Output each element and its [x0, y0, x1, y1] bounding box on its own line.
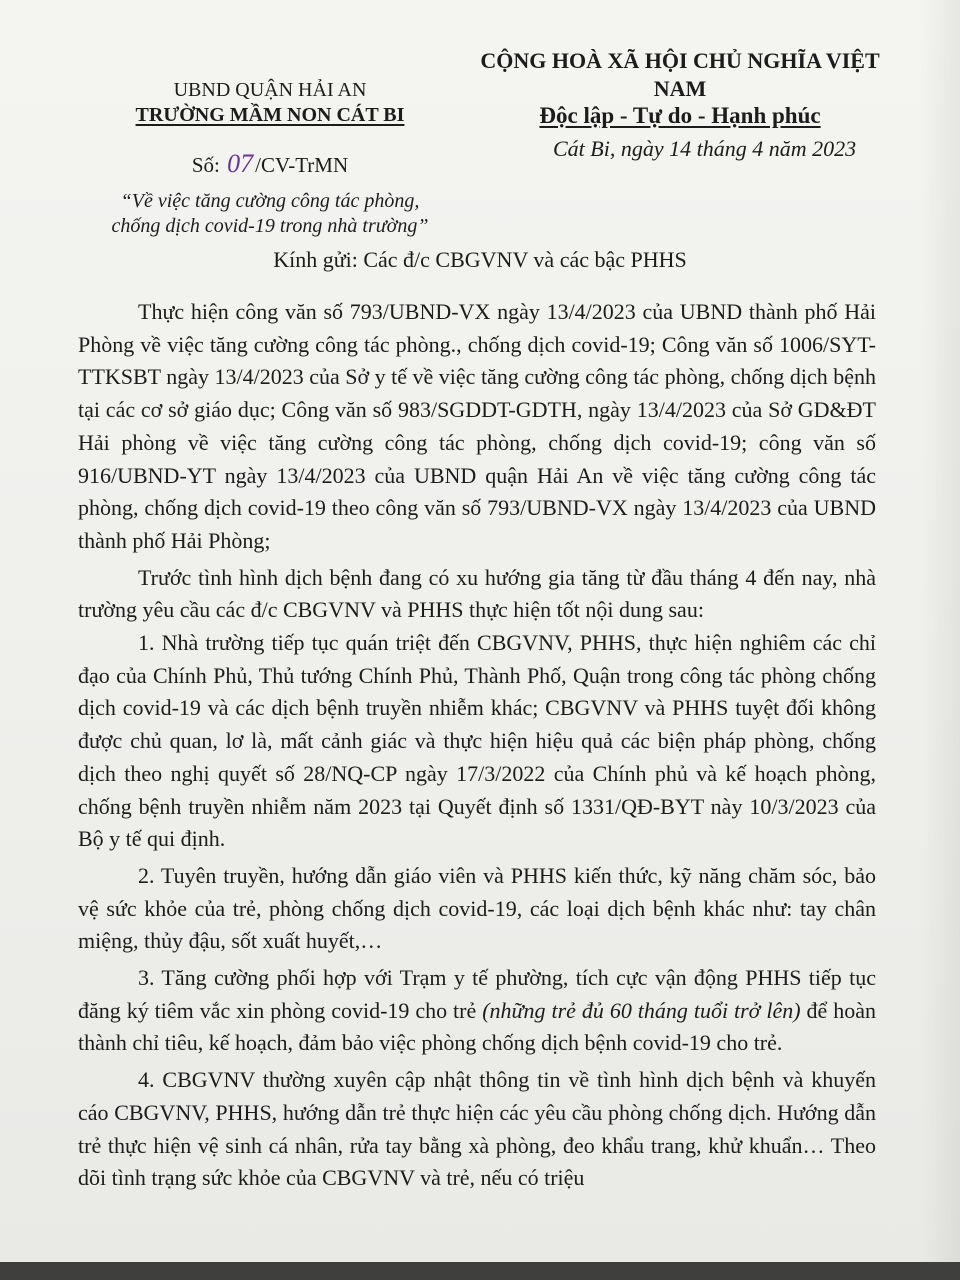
- national-motto: Độc lập - Tự do - Hạnh phúc: [539, 103, 821, 128]
- paragraph-reference: Thực hiện công văn số 793/UBND-VX ngày 13/4/2023 của UBND thành phố Hải Phòng về việc tăng cường công tác phòng., chống dịch covid-19; Công văn số 1006/SYT-TTKSBT ngày 13/4/2023 của Sở y tế về việc tăng cường công tác phòng, chống dịch bệnh tại các cơ sở giáo dục; Công văn số 983/SGDDT-GDTH, ngày 13/4/2023 của Sở GD&ĐT Hải phòng về việc tăng cường công tác phòng, chống dịch covid-19; công văn số 916/UBND-YT ngày 13/4/2023 của UBND quận Hải An về việc tăng cường công tác phòng, chống dịch covid-19 theo công văn số 793/UBND-VX ngày 13/4/2023 của UBND thành phố Hải Phòng;: [78, 299, 876, 553]
- document-subject: “Về việc tăng cường công tác phòng, chống dịch covid-19 trong nhà trường”: [111, 189, 429, 237]
- page-shadow: [920, 0, 960, 1262]
- place-and-date: Cát Bi, ngày 14 tháng 4 năm 2023: [553, 136, 857, 161]
- item-4: 4. CBGVNV thường xuyên cập nhật thông tin về tình hình dịch bệnh và khuyến cáo CBGVNV, PHHS, hướng dẫn trẻ thực hiện các yêu cầu phòng chống dịch. Hướng dẫn trẻ thực hiện vệ sinh cá nhân, rửa tay bằng xà phòng, đeo khẩu trang, khử khuẩn… Theo dõi tình trạng sức khỏe của CBGVNV và trẻ, nếu có triệu: [78, 1067, 876, 1191]
- document-number: Số: 07/CV-TrMN: [191, 149, 349, 178]
- item-2: 2. Tuyên truyền, hướng dẫn giáo viên và PHHS kiến thức, kỹ năng chăm sóc, bảo vệ sức khỏe của trẻ, phòng chống dịch covid-19, các loại dịch bệnh khác như: tay chân miệng, thủy đậu, sốt xuất huyết,…: [78, 862, 876, 954]
- item-1: 1. Nhà trường tiếp tục quán triệt đến CBGVNV, PHHS, thực hiện nghiêm các chỉ đạo của Chính Phủ, Thủ tướng Chính Phủ, Thành Phố, Quận trong công tác phòng chống dịch covid-19 và các dịch bệnh truyền nhiễm khác; CBGVNV và PHHS tuyệt đối không được chủ quan, lơ là, mất cảnh giác và thực hiện hiệu quả các biện pháp phòng, chống dịch theo nghị quyết số 28/NQ-CP ngày 17/3/2022 của Chính phủ và kế hoạch phòng, chống bệnh truyền nhiễm năm 2023 tại Quyết định số 1331/QĐ-BYT này 10/3/2023 của Bộ y tế qui định.: [78, 630, 876, 852]
- nation-title: CỘNG HOÀ XÃ HỘI CHỦ NGHĨA VIỆT NAM: [480, 48, 880, 101]
- document-body: [78, 296, 876, 1195]
- paragraph-intro: Trước tình hình dịch bệnh đang có xu hướng gia tăng từ đầu tháng 4 đến nay, nhà trường yêu cầu các đ/c CBGVNV và PHHS thực hiện tốt nội dung sau:: [78, 564, 876, 623]
- issuer-header: [60, 78, 480, 239]
- national-header: [455, 47, 905, 131]
- item-3: 3. Tăng cường phối hợp với Trạm y tế phường, tích cực vận động PHHS tiếp tục đăng ký tiêm vắc xin phòng covid-19 cho trẻ (những trẻ đủ 60 tháng tuổi trở lên) để hoàn thành chỉ tiêu, kế hoạch, đảm bảo việc phòng chống dịch bệnh covid-19 cho trẻ.: [78, 965, 877, 1056]
- handwritten-number: 07: [227, 149, 254, 178]
- school-name: TRƯỜNG MẦM NON CÁT BI: [135, 104, 405, 126]
- agency-name: UBND QUẬN HẢI AN: [173, 79, 367, 101]
- greeting-line: Kính gửi: Các đ/c CBGVNV và các bậc PHHS: [273, 247, 687, 272]
